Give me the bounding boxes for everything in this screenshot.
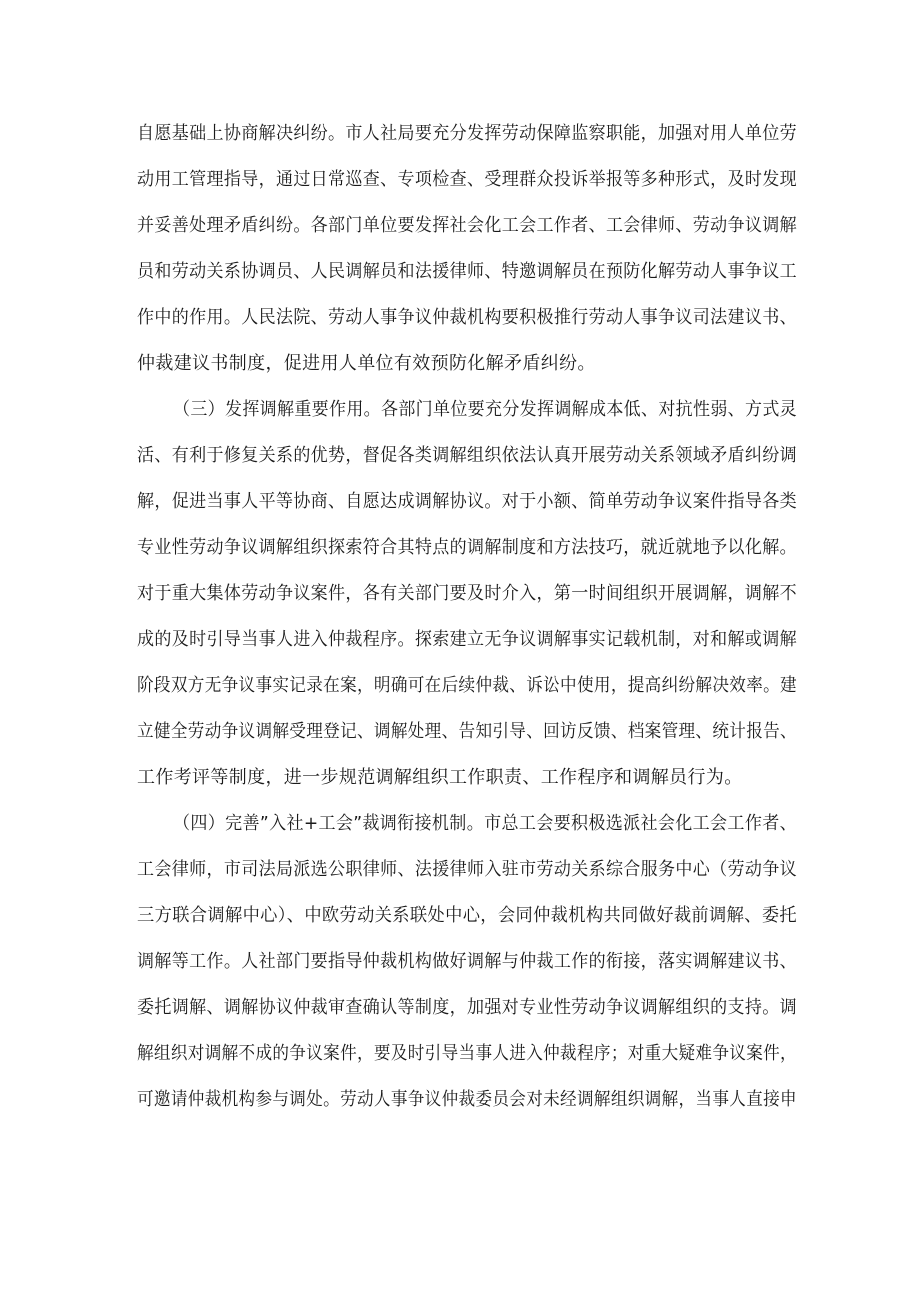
paragraph-3-line-3: 三方联合调解中心）、中欧劳动关系联处中心，会同仲裁机构共同做好裁前调解、委托 — [137, 905, 798, 926]
paragraph-3-line-1: （四）完善”入社+工会”裁调衔接机制。市总工会要积极选派社会化工会工作者、 — [173, 813, 797, 834]
paragraph-1-line-5: 作中的作用。人民法院、劳动人事争议仲裁机构要积极推行劳动人事争议司法建议书、 — [137, 307, 797, 328]
paragraph-3-line-6: 解组织对调解不成的争议案件，要及时引导当事人进入仲裁程序；对重大疑难争议案件， — [137, 1043, 797, 1064]
paragraph-3-line-2: 工会律师，市司法局派选公职律师、法援律师入驻市劳动关系综合服务中心（劳动争议 — [137, 859, 797, 880]
paragraph-2-line-8: 立健全劳动争议调解受理登记、调解处理、告知引导、回访反馈、档案管理、统计报告、 — [137, 721, 797, 742]
paragraph-2-line-7: 阶段双方无争议事实记录在案，明确可在后续仲裁、诉讼中使用，提高纠纷解决效率。建 — [137, 675, 797, 696]
paragraph-1-line-3: 并妥善处理矛盾纠纷。各部门单位要发挥社会化工会工作者、工会律师、劳动争议调解 — [137, 215, 797, 236]
paragraph-3-line-7: 可邀请仲裁机构参与调处。劳动人事争议仲裁委员会对未经调解组织调解，当事人直接申 — [137, 1089, 797, 1110]
paragraph-1-line-2: 动用工管理指导，通过日常巡查、专项检查、受理群众投诉举报等多种形式，及时发现 — [137, 169, 797, 190]
paragraph-1-line-1: 自愿基础上协商解决纠纷。市人社局要充分发挥劳动保障监察职能，加强对用人单位劳 — [137, 123, 797, 144]
paragraph-1-line-6: 仲裁建议书制度，促进用人单位有效预防化解矛盾纠纷。 — [137, 353, 596, 374]
paragraph-1-line-4: 员和劳动关系协调员、人民调解员和法援律师、特邀调解员在预防化解劳动人事争议工 — [137, 261, 797, 282]
paragraph-3-line-4: 调解等工作。人社部门要指导仲裁机构做好调解与仲裁工作的衔接，落实调解建议书、 — [137, 951, 797, 972]
paragraph-2-line-9: 工作考评等制度，进一步规范调解组织工作职责、工作程序和调解员行为。 — [137, 767, 743, 788]
paragraph-2-line-2: 活、有利于修复关系的优势，督促各类调解组织依法认真开展劳动关系领域矛盾纠纷调 — [137, 445, 797, 466]
paragraph-2-line-3: 解，促进当事人平等协商、自愿达成调解协议。对于小额、简单劳动争议案件指导各类 — [137, 491, 797, 512]
paragraph-2-line-1: （三）发挥调解重要作用。各部门单位要充分发挥调解成本低、对抗性弱、方式灵 — [173, 399, 798, 420]
paragraph-2-line-6: 成的及时引导当事人进入仲裁程序。探索建立无争议调解事实记载机制，对和解或调解 — [137, 629, 797, 650]
paragraph-2-line-5: 对于重大集体劳动争议案件，各有关部门要及时介入，第一时间组织开展调解，调解不 — [137, 583, 797, 604]
paragraph-3-line-5: 委托调解、调解协议仲裁审查确认等制度，加强对专业性劳动争议调解组织的支持。调 — [137, 997, 797, 1018]
paragraph-2-line-4: 专业性劳动争议调解组织探索符合其特点的调解制度和方法技巧，就近就地予以化解。 — [137, 537, 797, 558]
